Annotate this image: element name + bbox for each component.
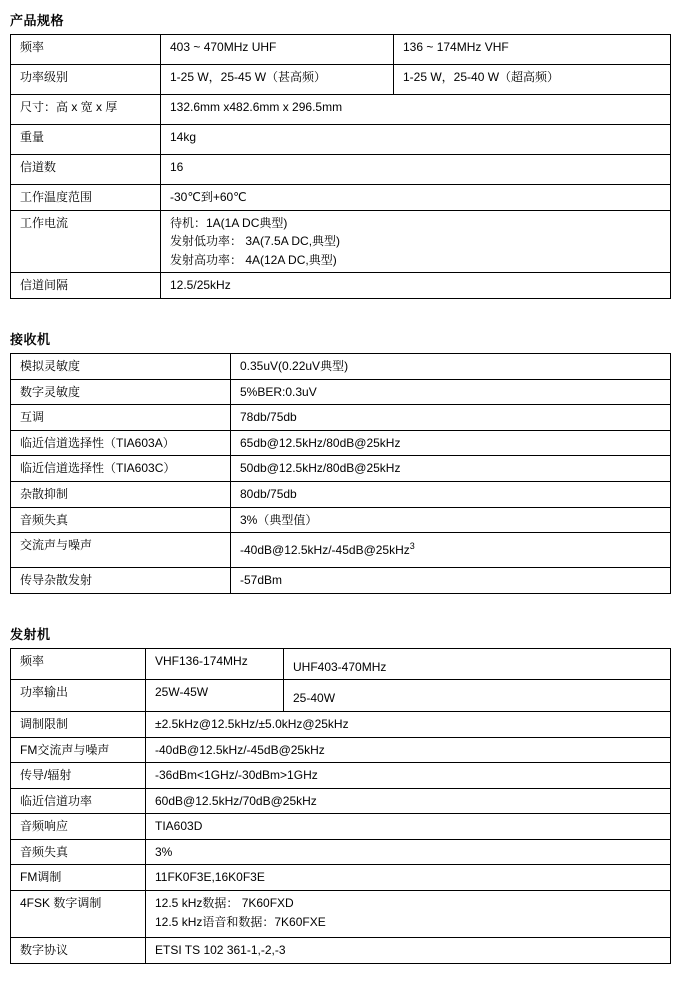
spec-value-cell [146, 763, 671, 789]
value-text: 5%BER:0.3uV [240, 384, 317, 399]
spec-label-cell: 音频响应 [11, 814, 146, 840]
spec-label-cell: 工作温度范围 [11, 185, 161, 211]
value-line: 发射高功率： 4A(12A DC,典型) [170, 252, 337, 267]
value-line: 发射低功率： 3A(7.5A DC,典型) [170, 234, 341, 249]
value-text: 403 ~ 470MHz UHF [170, 40, 277, 54]
spec-label-cell: 信道数 [11, 155, 161, 185]
spec-value-cell [231, 353, 671, 379]
value-text: 78db/75db [240, 410, 297, 425]
spec-value-cell [161, 155, 671, 185]
value-line: 12.5 kHz语音和数据：7K60FXE [155, 914, 326, 929]
spec-value-cell [146, 938, 671, 964]
spec-label-cell: FM调制 [11, 865, 146, 891]
spec-label-cell: 功率输出 [11, 680, 146, 712]
value-text: 16 [170, 160, 184, 174]
value-text: -57dBm [240, 573, 283, 588]
spec-label-cell: FM交流声与噪声 [11, 737, 146, 763]
value-text: 25W-45W [155, 685, 209, 700]
value-text: 132.6mm x482.6mm x 296.5mm [170, 100, 343, 114]
spec-label-cell: 调制限制 [11, 711, 146, 737]
section-receiver [10, 329, 672, 594]
spec-value-cell [146, 711, 671, 737]
table-row [11, 839, 671, 865]
spec-label-cell: 频率 [11, 648, 146, 680]
spec-value-cell [231, 379, 671, 405]
superscript-note: 3 [409, 541, 415, 552]
value-text: 1-25 W，25-45 W（甚高频） [170, 70, 327, 84]
value-line: 待机：1A(1A DC典型) [170, 215, 288, 230]
spec-value-cell [394, 35, 671, 65]
spec-value-cell [284, 648, 671, 680]
transmitter-table [10, 648, 671, 964]
spec-label-cell: 信道间隔 [11, 273, 161, 299]
table-row [11, 788, 671, 814]
table-row [11, 379, 671, 405]
table-row [11, 711, 671, 737]
spec-label-cell: 数字协议 [11, 938, 146, 964]
table-row [11, 125, 671, 155]
spec-value-cell [146, 737, 671, 763]
spec-value-cell [161, 95, 671, 125]
spec-label-cell: 杂散抑制 [11, 481, 231, 507]
spec-label-cell: 临近信道选择性（TIA603A） [11, 430, 231, 456]
spec-label-cell: 音频失真 [11, 507, 231, 533]
table-row [11, 737, 671, 763]
spec-label-cell: 交流声与噪声 [11, 533, 231, 568]
spec-value-cell [394, 65, 671, 95]
product-specs-title: 产品规格 [10, 13, 65, 28]
spec-value-cell [161, 35, 394, 65]
spec-label-cell: 频率 [11, 35, 161, 65]
spec-value-cell [231, 405, 671, 431]
value-text: UHF403-470MHz [293, 659, 387, 674]
table-row [11, 456, 671, 482]
value-text: -36dBm<1GHz/-30dBm>1GHz [155, 768, 318, 783]
receiver-title: 接收机 [10, 331, 51, 347]
table-row [11, 95, 671, 125]
value-text: 0.35uV(0.22uV典型) [240, 358, 349, 373]
table-row [11, 430, 671, 456]
spec-value-cell [146, 648, 284, 680]
spec-value-cell [231, 430, 671, 456]
spec-label-cell: 传导/辐射 [11, 763, 146, 789]
spec-value-cell [161, 210, 671, 273]
table-row [11, 65, 671, 95]
table-row [11, 814, 671, 840]
value-text: 3%（典型值） [240, 512, 318, 527]
value-text: TIA603D [155, 819, 203, 834]
value-text: 12.5/25kHz [170, 278, 231, 293]
spec-value-cell [231, 456, 671, 482]
spec-label-cell: 尺寸：高 x 宽 x 厚 [11, 95, 161, 125]
table-row [11, 507, 671, 533]
value-text: -30℃到+60℃ [170, 190, 247, 204]
transmitter-title: 发射机 [10, 626, 51, 642]
table-row [11, 273, 671, 299]
value-text: 1-25 W，25-40 W（超高频） [403, 70, 560, 84]
spec-label-cell: 功率级别 [11, 65, 161, 95]
product-specs-table [10, 34, 671, 299]
spec-label-cell: 互调 [11, 405, 231, 431]
value-text: ±2.5kHz@12.5kHz/±5.0kHz@25kHz [155, 716, 349, 731]
value-text: 11FK0F3E,16K0F3E [155, 870, 265, 885]
spec-value-cell [161, 273, 671, 299]
table-row [11, 865, 671, 891]
table-row [11, 353, 671, 379]
value-text: 60dB@12.5kHz/70dB@25kHz [155, 793, 317, 808]
value-line: 12.5 kHz数据： 7K60FXD [155, 896, 294, 911]
table-row [11, 938, 671, 964]
spec-value-cell [146, 865, 671, 891]
value-text: 80db/75db [240, 486, 297, 501]
value-text: 3% [155, 844, 173, 859]
spec-label-cell: 数字灵敏度 [11, 379, 231, 405]
spec-value-cell [146, 891, 671, 938]
value-text: 25-40W [293, 691, 336, 706]
table-row [11, 680, 671, 712]
spec-value-cell [231, 533, 671, 568]
value-text: VHF136-174MHz [155, 653, 248, 668]
spec-value-cell [284, 680, 671, 712]
receiver-table [10, 353, 671, 594]
spec-value-cell [231, 568, 671, 594]
table-row [11, 185, 671, 211]
table-row [11, 533, 671, 568]
spec-value-cell [146, 839, 671, 865]
spec-label-cell: 工作电流 [11, 210, 161, 273]
section-product-specs [10, 10, 672, 299]
spec-label-cell: 临近信道选择性（TIA603C） [11, 456, 231, 482]
spec-value-cell [231, 481, 671, 507]
table-row [11, 35, 671, 65]
table-row [11, 405, 671, 431]
value-text: 14kg [170, 130, 197, 144]
spec-label-cell: 临近信道功率 [11, 788, 146, 814]
spec-value-cell [146, 680, 284, 712]
value-text: 136 ~ 174MHz VHF [403, 40, 509, 54]
table-row [11, 648, 671, 680]
spec-value-cell [231, 507, 671, 533]
spec-label-cell: 音频失真 [11, 839, 146, 865]
spec-label-cell: 模拟灵敏度 [11, 353, 231, 379]
table-row [11, 481, 671, 507]
table-row [11, 210, 671, 273]
spec-value-cell [161, 125, 671, 155]
section-transmitter [10, 624, 672, 964]
spec-label-cell: 重量 [11, 125, 161, 155]
value-text: -40dB@12.5kHz/-45dB@25kHz [155, 742, 325, 757]
spec-value-cell [161, 185, 671, 211]
table-row [11, 763, 671, 789]
spec-value-cell [146, 788, 671, 814]
value-text: 65db@12.5kHz/80dB@25kHz [240, 435, 401, 450]
spec-value-cell [161, 65, 394, 95]
spec-value-cell [146, 814, 671, 840]
value-text: ETSI TS 102 361-1,-2,-3 [155, 943, 286, 958]
spec-label-cell: 传导杂散发射 [11, 568, 231, 594]
value-text: 50db@12.5kHz/80dB@25kHz [240, 461, 401, 476]
table-row [11, 568, 671, 594]
table-row [11, 891, 671, 938]
value-text: -40dB@12.5kHz/-45dB@25kHz [240, 543, 410, 558]
spec-label-cell: 4FSK 数字调制 [11, 891, 146, 938]
table-row [11, 155, 671, 185]
